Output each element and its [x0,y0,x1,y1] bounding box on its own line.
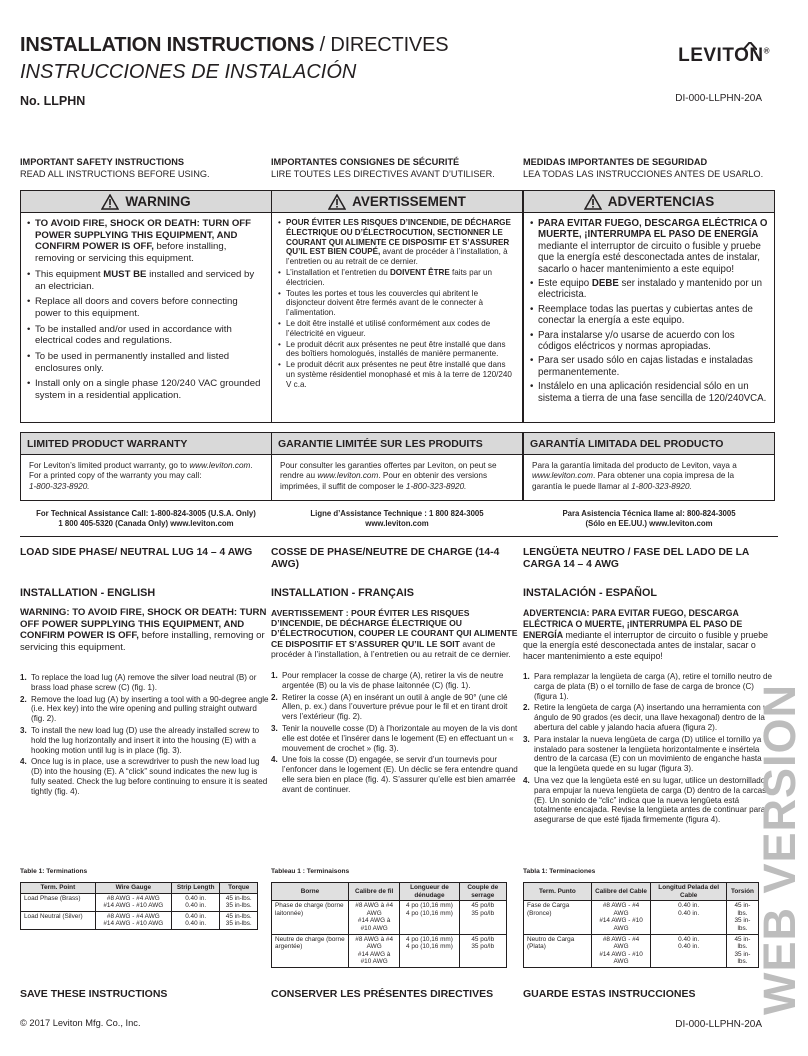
step-text: To install the new load lug (D) use the already installed screw to hold the lug horizontally and insert it into the housing (E) with a hooking motion until lug is in place (fig. 3). [31,725,260,755]
warning-item-text: faits par un électricien. [286,267,493,287]
table-header-row [272,883,507,901]
assistance-line2: www.leviton.com [365,518,429,528]
warning-item-text: Reemplace todas las puertas y cubiertas antes de conectar la energía a este equipo. [538,303,753,327]
column-header: Couple de serrage [459,883,506,901]
installation-warning [523,608,775,662]
warranty-box-en [20,432,272,501]
column-header: Wire Gauge [95,883,171,894]
table-cell: 0.40 in. 0.40 in. [171,893,220,911]
warning-item-text: Para instalarse y/o usarse de acuerdo con los códigos eléctricos y normas apropiadas. [538,329,735,353]
brand-reg: ® [763,46,770,56]
warning-item-text: Para ser usado sólo en cajas listadas e instaladas permanentemente. [538,355,753,378]
installation-fr [271,587,523,797]
warning-header [21,191,271,213]
warranty-phone: 1-800-323-8920. [631,481,692,491]
warranty-text: Para la garantía limitada del producto de Leviton, vaya a [532,461,737,470]
step-number: 1. [271,671,278,681]
title-sep: / DIRECTIVES [319,34,449,56]
step-list [523,672,775,825]
warning-item [530,355,768,378]
doc-id-top: DI-000-LLPHN-20A [675,93,762,104]
table-cell: 45 po/lb 35 po/lb [459,901,506,934]
step-text: To replace the load lug (A) remove the silver load neutral (B) or brass load phase screw (C) (fig. 1). [31,673,257,692]
install-step [271,724,523,753]
table-row [272,901,507,934]
doc-id-bottom: DI-000-LLPHN-20A [675,1019,762,1030]
warning-list [27,218,265,402]
warning-text: before installing, removing or servicing this equipment. [20,630,265,653]
warning-item-text: To be used in permanently installed and listed enclosures only. [35,351,230,374]
warning-item-text: before installing, removing or servicing this equipment. [35,241,227,265]
warning-item [27,296,265,319]
logo-mark-icon [743,42,757,50]
step-number: 2. [271,692,278,702]
warning-triangle-icon [101,194,119,210]
table-cell: #8 AWG - #4 AWG #14 AWG - #10 AWG [95,911,171,929]
column-header: Calibre del Cable [591,883,651,901]
warning-item-bold: TO AVOID FIRE, SHOCK OR DEATH: TURN OFF POWER SUPPLYING THIS EQUIPMENT, AND CONFIRM POWER IS OFF, [35,218,252,253]
warning-item-text: Le produit décrit aux présentes ne peut être installé que dans un système résidentiel monophasé et mis à la terre de 120/240 V c.a. [286,360,512,389]
table-cell: 0.40 in. 0.40 in. [171,911,220,929]
warranty-title: LIMITED PRODUCT WARRANTY [21,433,271,455]
warning-bold: AVERTISSEMENT : POUR ÉVITER LES RISQUES D’INCENDIE, DE DÉCHARGE ÉLECTRIQUE OU D’ÉLECTROCUTION, COUPER LE COURANT QUI ALIMENTE CE DISPOSITIF ET S’ASSURER QU’IL LE SOIT [271,608,518,649]
installation-warning [271,608,523,659]
step-number: 3. [523,734,530,744]
warning-item-text: Le produit décrit aux présentes ne peut être installé que dans des boîtiers homologués, installés de manière permanente. [286,339,506,359]
column-header: Torsión [726,883,758,901]
warranty-box-fr [271,432,523,501]
warning-bold: WARNING: TO AVOID FIRE, SHOCK OR DEATH: TURN OFF POWER SUPPLYING THIS EQUIPMENT, AND CONFIRM POWER IS OFF, [20,607,267,641]
warning-box-es [523,190,775,423]
step-text: Una vez que la lengüeta esté en su lugar, utilice un destornillador para empujar la nueva lengüeta de carga (D) dentro de la carcasa (E). Un sonido de “clic” indica que la nueva lengüeta está totalmente encajada. Revise la lengüeta antes de continuar para asegurarse de que esté fijada firmemente (figura 4). [534,775,771,825]
warranty-link[interactable]: www.leviton.com [317,471,379,481]
warning-item-bold: DEBE [591,278,619,290]
step-text: Para instalar la nueva lengüeta de carga (D) utilice el tornillo ya instalado para sostener la lengüeta horizontalmente e insértela dentro de la carcasa (E) con un movimiento de enganche hasta que la lengüeta quede en su lugar (figura 3). [534,734,762,774]
divider [20,536,778,537]
safety-sub: LEA TODAS LAS INSTRUCCIONES ANTES DE USARLO. [523,169,764,179]
step-number: 1. [523,671,530,681]
install-step [271,671,523,691]
assistance-line1: Ligne d’Assistance Technique : 1 800 824-3005 [310,509,484,518]
warning-item [530,304,768,327]
warranty-text: Pour consulter les garanties offertes par Leviton, on peut se rendre au [280,461,497,481]
warning-title: ADVERTENCIAS [607,194,715,209]
installation-heading: INSTALACIÓN - ESPAÑOL [523,587,657,599]
warranty-title: GARANTÍA LIMITADA DEL PRODUCTO [524,433,774,455]
table-cell: #8 AWG à #4 AWG #14 AWG à #10 AWG [348,934,399,967]
step-text: Remove the load lug (A) by inserting a tool with a 90-degree angle (i.e. Hex key) into the wire opening and pulling straight outward (fig. 2). [31,694,269,724]
install-step [523,735,775,774]
terminations-table [271,882,507,968]
table-cell: 4 po (10,16 mm) 4 po (10,16 mm) [400,901,459,934]
assistance-line1: Para Asistencia Técnica llame al: 800-824-3005 [562,509,736,518]
step-text: Para remplazar la lengüeta de carga (A), retire el tornillo neutro de carga de plata (B) o el tornillo de fase de carga de bronce (C) (figura 1). [534,671,772,701]
save-en: SAVE THESE INSTRUCTIONS [20,988,168,1000]
warranty-phone: 1-800-323-8920. [29,481,90,491]
warning-item [530,330,768,353]
warning-text: mediante el interruptor de circuito o fusible y pruebe que la energía esté desconectada antes de instalar, sacar o hacer mantenimiento a este equipo! [523,629,768,662]
table-row [524,901,759,934]
install-step [523,672,775,701]
warning-list [530,218,768,404]
table-cell: 0.40 in. 0.40 in. [651,901,727,934]
step-number: 4. [271,755,278,765]
installation-heading: INSTALLATION - ENGLISH [20,587,156,599]
table-cell: #8 AWG à #4 AWG #14 AWG à #10 AWG [348,901,399,934]
column-header: Strip Length [171,883,220,894]
column-header: Longueur de dénudage [400,883,459,901]
installation-en [20,587,272,799]
step-number: 4. [523,775,530,785]
step-text: Retirer la cosse (A) en insérant un outil à angle de 90° (une clé Allen, p. ex.) dans l’ouverture prévue pour le fil et en tirant droit vers l’extérieur (fig. 2). [282,692,508,722]
warning-item-pre: L’installation et l’entretien du [286,267,390,277]
save-es: GUARDE ESTAS INSTRUCCIONES [523,988,696,1000]
warning-triangle-icon [584,194,602,210]
column-header: Term. Point [21,883,96,894]
warning-item [278,319,516,339]
web-version-watermark: WEB VERSION [754,683,805,1015]
warning-list [278,218,516,390]
warning-bold: ADVERTENCIA: PARA EVITAR FUEGO, DESCARGA ELÉCTRICA O MUERTE, ¡INTERRUMPA EL PASO DE ENERGÍA [523,608,743,640]
warning-item-bold: DOIVENT ÊTRE [389,267,450,277]
warning-title: AVERTISSEMENT [352,194,466,209]
assistance-fr [271,509,523,528]
table-header-row [21,883,258,894]
table-cell: #8 AWG - #4 AWG #14 AWG - #10 AWG [95,893,171,911]
warning-text: avant de procéder à l’installation, à l’entretien ou au retrait de ce dernier. [271,638,511,659]
table-cell: 45 in-lbs. 35 in-lbs. [220,911,258,929]
save-fr: CONSERVER LES PRÉSENTES DIRECTIVES [271,988,494,1000]
warning-item-pre: This equipment [35,268,104,280]
step-number: 3. [20,725,27,735]
warning-item-bold: MUST BE [103,268,147,280]
warning-item [27,218,265,265]
terminations-table [20,882,258,930]
assistance-line2: (Sólo en EE.UU.) www.leviton.com [585,518,713,528]
warranty-box-es [523,432,775,501]
safety-sub: LIRE TOUTES LES DIRECTIVES AVANT D’UTILISER. [271,169,495,179]
warning-item-pre: Este equipo [538,278,592,290]
warning-item-text: To be installed and/or used in accordance with electrical codes and regulations. [35,323,232,347]
assistance-line1: For Technical Assistance Call: 1-800-824-3005 (U.S.A. Only) [36,509,256,518]
warranty-text2: . Pour en obtenir des versions imprimées, il suffit de composer le [280,471,488,491]
install-step [271,755,523,794]
safety-heading: IMPORTANTES CONSIGNES DE SÉCURITÉ [271,157,460,167]
warning-box-en [20,190,272,423]
step-text: Once lug is in place, use a screwdriver to push the new load lug (D) into the housing (E). A “click” sound indicates the new lug is fully seated. Check the lug before continuing to ensure it is seated tightly (fig. 4). [31,757,268,796]
table-cell: 45 po/lb 35 po/lb [459,934,506,967]
safety-en [20,156,272,180]
warning-item [530,381,768,404]
table-header-row [524,883,759,901]
safety-heading: IMPORTANT SAFETY INSTRUCTIONS [20,157,185,167]
page-title [20,34,448,57]
product-heading-en: LOAD SIDE PHASE/ NEUTRAL LUG 14 – 4 AWG [20,547,253,558]
table-cell: 45 in-lbs. 35 in-lbs. [220,893,258,911]
brand-text: LEVITON [678,45,764,66]
warranty-body [524,455,774,498]
step-number: 4. [20,757,27,767]
step-number: 3. [271,724,278,733]
safety-heading: MEDIDAS IMPORTANTES DE SEGURIDAD [523,157,708,167]
warranty-text2: For a printed copy of the warranty you may call: [29,471,202,481]
warning-item-text: Install only on a single phase 120/240 VAC grounded system in a residential application. [35,378,261,402]
step-number: 1. [20,673,27,682]
table-cell: Load Phase (Brass) [21,893,96,911]
warning-item-bold: POUR ÉVITER LES RISQUES D’INCENDIE, DE DÉCHARGE ÉLECTRIQUE OU D’ÉLECTROCUTION, SECTIONNER LE COURANT QUI ALIMENTE CE DISPOSITIF ET S’ASSURER QU’IL EST BIEN COUPÉ, [286,218,511,257]
installation-heading: INSTALLATION - FRANÇAIS [271,587,414,599]
assistance-es [523,509,775,528]
table-cell: Neutre de charge (borne argentée) [272,934,349,967]
safety-fr [271,156,523,180]
step-text: Retire la lengüeta de carga (A) insertando una herramienta con un ángulo de 90 grados (es decir, una llave hexagonal) dentro de la abertura del cable y jalando hacia afuera (figura 2). [534,703,773,732]
step-number: 2. [20,694,27,704]
table-caption: Tabla 1: Terminaciones [523,868,596,875]
warning-header [524,191,774,213]
install-step [20,757,272,796]
table-cell: Fase de Carga (Bronce) [524,901,592,934]
warranty-link[interactable]: www.leviton.com [532,471,593,481]
table-es-wrap [523,868,759,968]
title-main: INSTALLATION INSTRUCTIONS [20,34,315,56]
column-header: Calibre de fil [348,883,399,901]
column-header: Borne [272,883,349,901]
column-header: Longitud Pelada del Cable [651,883,727,901]
warning-item [278,340,516,360]
warning-item-text: installed and serviced by an electrician. [35,268,255,292]
table-fr-wrap [271,868,507,968]
title-es: INSTRUCCIONES DE INSTALACIÓN [20,61,357,83]
warranty-phone: 1-800-323-8920. [405,481,467,491]
table-row [272,934,507,967]
table-cell: Load Neutral (Silver) [21,911,96,929]
warranty-text: For Leviton’s limited product warranty, go to [29,461,190,470]
table-cell: #8 AWG - #4 AWG #14 AWG - #10 AWG [591,901,651,934]
model-number: No. LLPHN [20,94,86,108]
warning-item [278,360,516,389]
warranty-body: For Leviton’s limited product warranty, go to www.leviton.com. For a printed copy of the warranty you may call: 1-800-323-8920. [29,461,253,491]
copyright: © 2017 Leviton Mfg. Co., Inc. [20,1018,141,1028]
table-cell: Neutro de Carga (Plata) [524,934,592,967]
install-step [271,693,523,722]
warranty-body [272,455,522,498]
table-cell: 45 in-lbs. 35 in-lbs. [726,934,758,967]
warning-item-text: Replace all doors and covers before connecting power to this equipment. [35,296,238,319]
terminations-table [523,882,759,968]
step-text: Tenir la nouvelle cosse (D) à l’horizontale au moyen de la vis dont elle est dotée et l’insérer dans le logement (E) en effectuant un « mouvement de crochet » (fig. 3). [282,724,518,753]
safety-sub: READ ALL INSTRUCTIONS BEFORE USING. [20,169,210,179]
warning-item-text: Toutes les portes et tous les couvercles qui abritent le disjoncteur doivent être fermés avant de le connecter à l’alimentation. [286,288,484,318]
product-heading-fr: COSSE DE PHASE/NEUTRE DE CHARGE (14-4 AWG) [271,547,500,570]
warranty-text2: . Para obtener una copia impresa de la garantía le puede llamar al [532,471,735,491]
warning-item-text: Instálelo en una aplicación residencial sólo en un sistema a tierra de una fase sencilla de 120/240VCA. [538,381,767,404]
warning-item [530,218,768,275]
warning-item [278,218,516,267]
warning-title: WARNING [125,194,191,209]
table-en-wrap [20,868,258,930]
step-text: Pour remplacer la cosse de charge (A), retirer la vis de neutre argentée (B) ou la vis de phase laitonnée (C) (fig. 1). [282,671,504,690]
warning-item [278,289,516,318]
warning-header [272,191,522,213]
column-header: Term. Punto [524,883,592,901]
table-cell: #8 AWG - #4 AWG #14 AWG - #10 AWG [591,934,651,967]
warning-item [27,351,265,374]
warning-item [27,269,265,292]
table-cell: 4 po (10,16 mm) 4 po (10,16 mm) [400,934,459,967]
product-heading-es: LENGÜETA NEUTRO / FASE DEL LADO DE LA CARGA 14 – 4 AWG [523,547,749,570]
step-text: Une fois la cosse (D) engagée, se servir d’un tournevis pour l’enfoncer dans le logement (E). Un déclic se fera entendre quand elle sera bien en place (fig. 4). S’assurer qu’elle est bien amarrée avant de continuer. [282,755,518,794]
table-caption: Tableau 1 : Terminaisons [271,868,350,875]
column-header: Torque [220,883,258,894]
install-step [20,695,272,724]
step-list [271,671,523,795]
table-row [21,911,258,929]
step-number: 2. [523,703,530,713]
table-row [21,893,258,911]
installation-warning [20,607,272,653]
warning-item [530,278,768,301]
table-cell: 0.40 in. 0.40 in. [651,934,727,967]
warning-item [27,378,265,401]
warning-item [27,324,265,347]
warning-box-fr [271,190,523,423]
warning-triangle-icon [328,194,346,210]
install-step [20,726,272,755]
warning-item-text: avant de procéder à l’installation, à l’entretien ou au retrait de ce dernier. [286,247,508,267]
warning-item-bold: PARA EVITAR FUEGO, DESCARGA ELÉCTRICA O MUERTE, ¡INTERRUMPA EL PASO DE ENERGÍA [538,218,768,241]
installation-es [523,587,775,827]
assistance-line2: 1 800 405-5320 (Canada Only) www.leviton.com [58,518,234,528]
warning-item [278,268,516,288]
warning-item-text: mediante el interruptor de circuito o fusible y pruebe que la energía esté desconectada antes de instalar, sacarlo o hacer mantenimiento a este equipo! [538,240,761,275]
warranty-title: GARANTIE LIMITÉE SUR LES PRODUITS [272,433,522,455]
safety-es [523,156,775,180]
warning-item-text: Le doit être installé et utilisé conformément aux codes de l’électricité en vigueur. [286,318,491,338]
warning-item-text: ser instalado y mantenido por un electricista. [538,278,763,301]
install-step [523,776,775,825]
install-step [20,673,272,693]
warranty-link[interactable]: www.leviton.com [189,461,251,470]
table-row [524,934,759,967]
step-list [20,673,272,797]
table-cell: 45 in-lbs. 35 in-lbs. [726,901,758,934]
assistance-en [20,509,272,528]
table-cell: Phase de charge (borne laitonnée) [272,901,349,934]
install-step [523,703,775,732]
table-caption: Table 1: Terminations [20,868,88,875]
